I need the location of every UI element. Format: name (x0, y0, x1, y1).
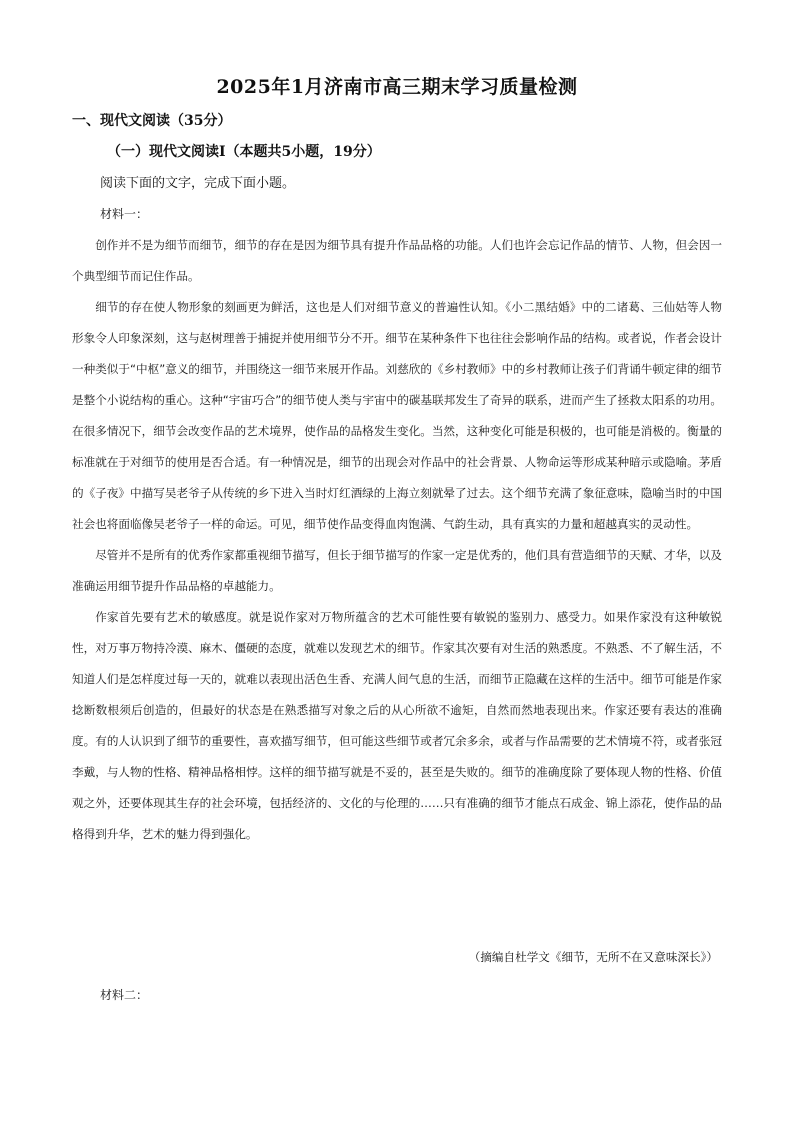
section-heading: 一、现代文阅读（35分） (72, 113, 232, 129)
reading-instruction: 阅读下面的文字，完成下面小题。 (100, 176, 296, 191)
exam-title: 2025年1月济南市高三期末学习质量检测 (216, 76, 578, 98)
paragraph: 细节的存在使人物形象的刻画更为鲜活，这也是人们对细节意义的普遍性认知。《小二黑结婚》中的二诸葛、三仙姑等人物形象令人印象深刻，这与赵树理善于捕捉并使用细节分不开。细节在某种条件下也往往会影响作品的结构。或者说，作者会设计一种类似于“中枢”意义的细节，并围绕这一细节来展开作品。刘慈欣的《乡村教师》中的乡村教师让孩子们背诵牛顿定律的细节是整个小说结构的重心。这种“宇宙巧合”的细节使人类与宇宙中的碳基联邦发生了奇异的联系，进而产生了拯救太阳系的功用。在很多情况下，细节会改变作品的艺术境界，使作品的品格发生变化。当然，这种变化可能是积极的，也可能是消极的。衡量的标准就在于对细节的使用是否合适。有一种情况是，细节的出现会对作品中的社会背景、人物命运等形成某种暗示或隐喻。茅盾的《子夜》中描写吴老爷子从传统的乡下进入当时灯红酒绿的上海立刻就晕了过去。这个细节充满了象征意味，隐喻当时的中国社会也将面临像吴老爷子一样的命运。可见，细节使作品变得血肉饱满、气韵生动，具有真实的力量和超越真实的灵动性。 (72, 300, 722, 531)
subsection-heading: （一）现代文阅读Ⅰ（本题共5小题，19分） (107, 144, 381, 160)
paragraph: 创作并不是为细节而细节，细节的存在是因为细节具有提升作品品格的功能。人们也许会忘记作品的情节、人物，但会因一个典型细节而记住作品。 (72, 238, 722, 283)
source-citation: （摘编自杜学文《细节，无所不在又意味深长》） (468, 950, 718, 964)
paragraph: 作家首先要有艺术的敏感度。就是说作家对万物所蕴含的艺术可能性要有敏锐的鉴别力、感受力。如果作家没有这种敏锐性，对万事万物持冷漠、麻木、僵硬的态度，就难以发现艺术的细节。作家其次要有对生活的熟悉度。不熟悉、不了解生活，不知道人们是怎样度过每一天的，就难以表现出活色生香、充满人间气息的生活，而细节正隐藏在这样的生活中。细节可能是作家捻断数根须后创造的，但最好的状态是在熟悉描写对象之后的从心所欲不逾矩，自然而然地表现出来。作家还要有表达的准确度。有的人认识到了细节的重要性，喜欢描写细节，但可能这些细节或者冗余多余，或者与作品需要的艺术情境不符，或者张冠李戴，与人物的性格、精神品格相悖。这样的细节描写就是不妥的，甚至是失败的。细节的准确度除了要体现人物的性格、价值观之外，还要体现其生存的社会环境，包括经济的、文化的与伦理的……只有准确的细节才能点石成金、锦上添花，使作品的品格得到升华，艺术的魅力得到强化。 (72, 610, 722, 841)
material-one-body (72, 230, 722, 850)
paragraph: 尽管并不是所有的优秀作家都重视细节描写，但长于细节描写的作家一定是优秀的，他们具有营造细节的天赋、才华，以及准确运用细节提升作品品格的卓越能力。 (72, 548, 722, 593)
material-one-label: 材料一： (100, 207, 149, 221)
material-two-label: 材料二： (100, 988, 149, 1002)
